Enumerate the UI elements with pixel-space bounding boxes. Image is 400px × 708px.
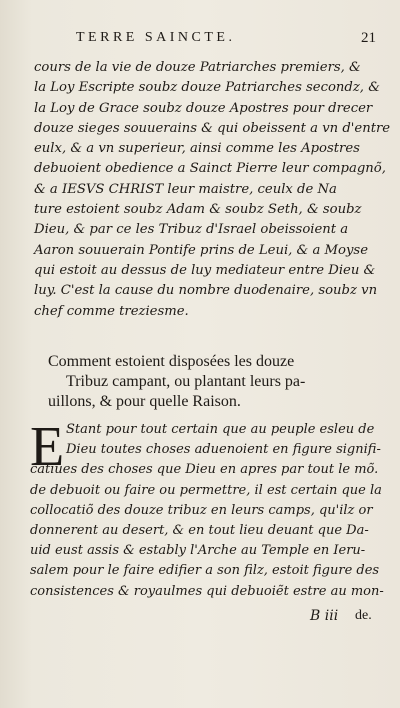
catchword: de. [355,608,372,623]
text-line: qui estoit au dessus de luy mediateur entre Dieu & [34,262,376,278]
text-line: chef comme treziesme. [34,303,189,319]
text-line: uid eust assis & estably l'Arche au Temple en Ieru- [30,543,366,559]
heading-line: Comment estoient disposées les douze [48,353,295,370]
text-line: catiues des choses que Dieu en apres par tout le mõ. [30,462,379,478]
text-line: Aaron souuerain Pontife prins de Leui, & a Moyse [34,242,369,258]
text-line: debuoient obedience a Sainct Pierre leur compagnõ, [34,161,386,177]
paragraph-continued [34,58,391,322]
text-line: Stant pour tout certain que au peuple esleu de [66,422,375,437]
text-line: luy. C'est la cause du nombre duodenaire, soubz vn [34,283,378,299]
paragraph-body [30,416,390,602]
text-line: douze sieges souuerains & qui obeissent a vn d'entre [34,120,391,136]
signature-mark: B iii [310,608,339,624]
drop-cap: E [30,416,65,478]
text-line: la Loy Escripte soubz douze Patriarches secondz, & [34,80,380,96]
text-line: Dieu, & par ce les Tribuz d'Israel obeissoient a [34,222,349,238]
text-line: salem pour le faire edifier a son filz, estoit figure des [30,563,380,579]
heading-line: uillons, & pour quelle Raison. [48,393,241,410]
text-line: de debuoit ou faire ou permettre, il est certain que la [30,482,382,498]
text-line: ture estoient soubz Adam & soubz Seth, & soubz [34,202,362,218]
text-line: eulx, & a vn superieur, ainsi comme les Apostres [34,141,360,157]
page-number: 21 [361,30,376,46]
text-line: & a IESVS CHRIST leur maistre, ceulx de Na [34,181,337,197]
text-line: cours de la vie de douze Patriarches premiers, & [34,60,361,75]
text-line: la Loy de Grace soubz douze Apostres pour drecer [34,100,373,116]
text-line: Dieu toutes choses aduenoient en figure signifi- [66,442,381,458]
running-head: TERRE SAINCTE. [76,30,236,45]
heading-line: Tribuz campant, ou plantant leurs pa- [66,373,306,390]
section-heading [48,352,378,412]
text-line: collocatiõ des douze tribuz en leurs camps, qu'ilz or [30,502,373,518]
text-line: donnerent au desert, & en tout lieu deuant que Da- [30,523,369,539]
text-line: consistences & royaulmes qui debuoiẽt estre au mon- [30,583,384,599]
